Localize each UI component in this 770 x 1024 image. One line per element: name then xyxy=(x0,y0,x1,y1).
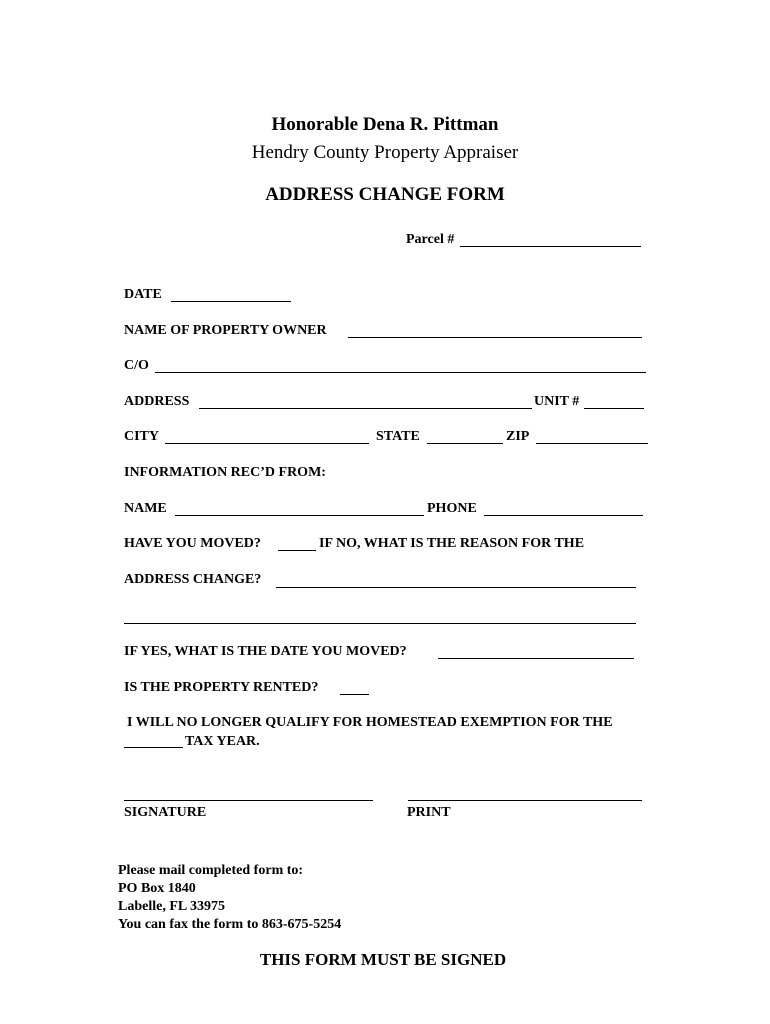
office-title: Hendry County Property Appraiser xyxy=(251,142,519,163)
co-label: C/O xyxy=(124,358,149,373)
if-no-label: IF NO, WHAT IS THE REASON FOR THE xyxy=(319,536,585,551)
signature-input-line[interactable] xyxy=(124,800,373,801)
tax-year-label: TAX YEAR. xyxy=(185,734,260,749)
signature-label: SIGNATURE xyxy=(124,805,207,820)
address-input-line[interactable] xyxy=(199,408,532,409)
mailing-instruction: Please mail completed form to: xyxy=(118,863,304,878)
state-label: STATE xyxy=(376,429,420,444)
zip-input-line[interactable] xyxy=(536,443,648,444)
print-input-line[interactable] xyxy=(408,800,642,801)
city-label: CITY xyxy=(124,429,160,444)
address-label: ADDRESS xyxy=(124,394,190,409)
moved-label: HAVE YOU MOVED? xyxy=(124,536,261,551)
co-input-line[interactable] xyxy=(155,372,646,373)
print-label: PRINT xyxy=(407,805,451,820)
parcel-input-line[interactable] xyxy=(460,246,641,247)
if-yes-label: IF YES, WHAT IS THE DATE YOU MOVED? xyxy=(124,644,407,659)
owner-input-line[interactable] xyxy=(348,337,642,338)
moved-input-line[interactable] xyxy=(278,550,316,551)
date-input-line[interactable] xyxy=(171,301,291,302)
city-input-line[interactable] xyxy=(165,443,369,444)
reason-input-line[interactable] xyxy=(276,587,636,588)
state-input-line[interactable] xyxy=(427,443,503,444)
rented-label: IS THE PROPERTY RENTED? xyxy=(124,680,319,695)
address-change-label: ADDRESS CHANGE? xyxy=(124,572,262,587)
reason-input-line-2[interactable] xyxy=(124,623,636,624)
unit-input-line[interactable] xyxy=(584,408,644,409)
mailing-po-box: PO Box 1840 xyxy=(118,881,196,896)
form-title: ADDRESS CHANGE FORM xyxy=(265,184,505,205)
date-label: DATE xyxy=(124,287,162,302)
signed-notice: THIS FORM MUST BE SIGNED xyxy=(259,950,507,969)
mailing-city: Labelle, FL 33975 xyxy=(118,899,225,914)
unit-label: UNIT # xyxy=(534,394,580,409)
name-label: NAME xyxy=(124,501,167,516)
tax-year-input-line[interactable] xyxy=(124,747,183,748)
date-moved-input-line[interactable] xyxy=(438,658,634,659)
name-input-line[interactable] xyxy=(175,515,424,516)
zip-label: ZIP xyxy=(506,429,530,444)
parcel-label: Parcel # xyxy=(406,232,455,247)
rented-input-line[interactable] xyxy=(340,694,369,695)
fax-number: You can fax the form to 863-675-5254 xyxy=(118,917,342,932)
phone-label: PHONE xyxy=(427,501,477,516)
phone-input-line[interactable] xyxy=(484,515,643,516)
homestead-statement: I WILL NO LONGER QUALIFY FOR HOMESTEAD EXEMPTION FOR THE xyxy=(127,715,613,730)
owner-label: NAME OF PROPERTY OWNER xyxy=(124,323,327,338)
appraiser-name: Honorable Dena R. Pittman xyxy=(271,114,499,135)
info-from-label: INFORMATION REC’D FROM: xyxy=(124,465,326,480)
